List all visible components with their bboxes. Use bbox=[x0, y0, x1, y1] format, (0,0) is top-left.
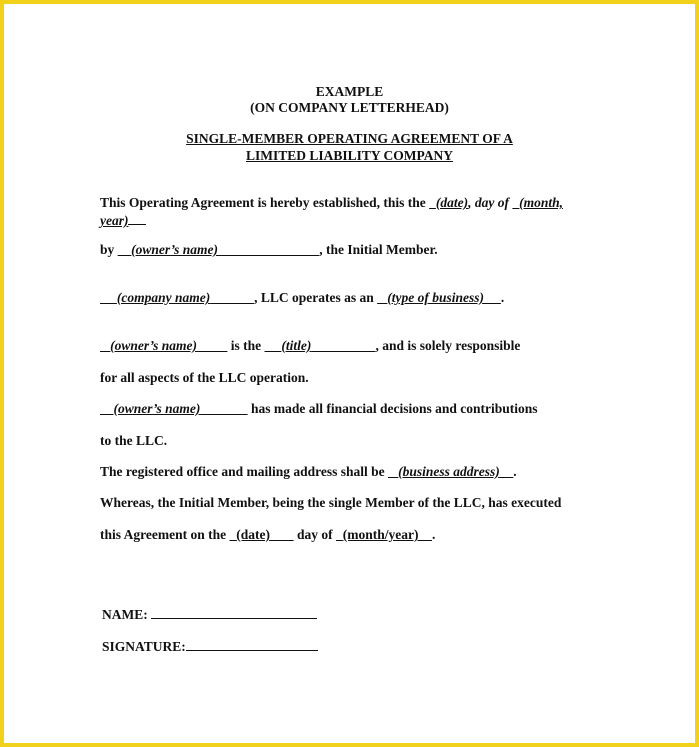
execution-date-placeholder: (date) bbox=[236, 527, 270, 542]
paragraph-execution-date: this Agreement on the (date) day of (month/year) . bbox=[100, 527, 436, 542]
paragraph-owner-title: (owner’s name) is the (title) , and is solely responsible bbox=[100, 338, 520, 354]
document-title-line1: SINGLE-MEMBER OPERATING AGREEMENT OF A bbox=[186, 131, 513, 146]
company-name-placeholder: (company name) bbox=[116, 290, 211, 305]
execution-month-placeholder: (month/year) bbox=[342, 527, 419, 542]
name-label: NAME: bbox=[102, 607, 148, 622]
owner-name-placeholder-3: (owner’s name) bbox=[113, 401, 201, 416]
paragraph-establishment: This Operating Agreement is hereby established, this the (date), day of (month, bbox=[100, 195, 564, 210]
document-title-line2: LIMITED LIABILITY COMPANY bbox=[245, 148, 454, 163]
name-field[interactable] bbox=[102, 606, 317, 623]
business-address-placeholder: (business address) bbox=[398, 464, 500, 479]
title-placeholder: (title) bbox=[281, 338, 312, 353]
name-line[interactable] bbox=[151, 606, 317, 619]
paragraph-responsibility: for all aspects of the LLC operation. bbox=[100, 370, 309, 385]
paragraph-initial-member: by (owner’s name) , the Initial Member. bbox=[100, 242, 438, 257]
paragraph-whereas: Whereas, the Initial Member, being the single Member of the LLC, has executed bbox=[100, 495, 562, 510]
owner-name-placeholder-2: (owner’s name) bbox=[110, 338, 197, 353]
business-type-placeholder: (type of business) bbox=[387, 290, 485, 305]
paragraph-company: (company name) , LLC operates as an (type of business) . bbox=[100, 290, 504, 306]
paragraph-contributions: (owner’s name) has made all financial decisions and contributions bbox=[100, 401, 538, 417]
signature-field[interactable] bbox=[102, 638, 318, 655]
example-heading: EXAMPLE bbox=[315, 84, 384, 99]
document-page bbox=[4, 4, 695, 743]
owner-name-placeholder-1: (owner’s name) bbox=[131, 242, 219, 257]
date-placeholder: (date) bbox=[435, 195, 469, 210]
paragraph-to-llc: to the LLC. bbox=[100, 433, 168, 448]
month-placeholder: (month, bbox=[519, 195, 564, 210]
paragraph-registered-office: The registered office and mailing address shall be (business address) . bbox=[100, 464, 517, 479]
signature-label: SIGNATURE: bbox=[102, 639, 186, 654]
signature-line[interactable] bbox=[186, 638, 318, 651]
year-placeholder: year) bbox=[100, 213, 129, 228]
letterhead-note: (ON COMPANY LETTERHEAD) bbox=[250, 100, 449, 115]
